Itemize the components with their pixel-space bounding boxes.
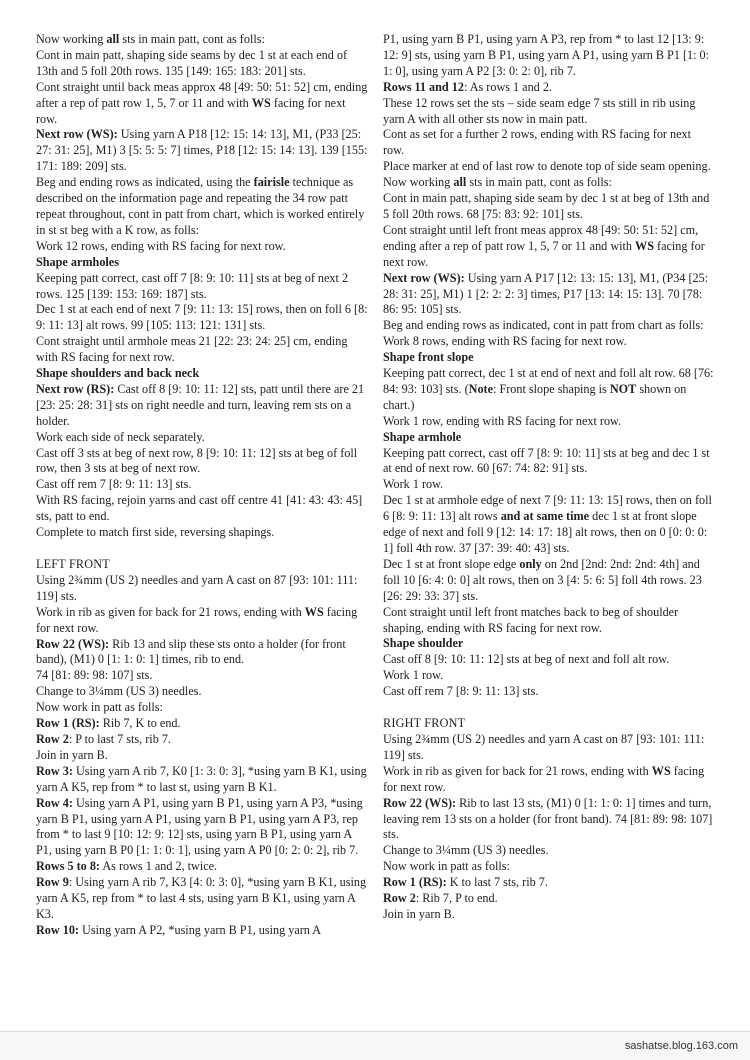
bold-run: Row 4: — [36, 795, 73, 810]
text-run: 74 [81: 89: 98: 107] sts. — [36, 668, 153, 683]
text-run: Cont straight until left front meas approx 48 [49: 50: 51: 52] cm, ending after a rep of patt row 1, 5, 7 or 11 and with — [383, 222, 699, 253]
bold-run: Shape shoulders and back neck — [36, 366, 200, 381]
text-run: Beg and ending rows as indicated, using the — [36, 175, 254, 190]
text-run: dec 1 st at front slope edge of next and foll 9 [12: 14: 17: 18] alt rows, then on 0 [0: 0: 0: 1] foll 4th row. 37 [37: 39: 40: 43] sts. — [383, 509, 708, 555]
section-gap — [36, 541, 368, 557]
bold-run: Row 2 — [36, 731, 69, 746]
footer-bar — [0, 1031, 750, 1060]
instruction-paragraph — [36, 573, 368, 605]
text-run: With RS facing, rejoin yarns and cast off centre 41 [41: 43: 43: 45] sts, patt to end. — [36, 493, 363, 524]
instruction-paragraph — [383, 175, 715, 191]
bold-run: and at same time — [500, 509, 590, 524]
text-run: Work in rib as given for back for 21 rows, ending with — [36, 604, 305, 619]
instruction-paragraph — [36, 875, 368, 923]
instruction-paragraph — [36, 32, 368, 48]
bold-run: all — [106, 32, 120, 46]
text-run: Now working — [383, 175, 454, 190]
text-run: Cont as set for a further 2 rows, ending with RS facing for next row. — [383, 127, 692, 158]
instruction-paragraph — [36, 48, 368, 80]
section-heading — [36, 366, 368, 382]
bold-run: Row 1 (RS): — [36, 716, 100, 731]
text-run: Rib 7, K to end. — [99, 716, 181, 731]
text-run: Using yarn A P18 [12: 15: 14: 13], M1, (P33 [25: 27: 31: 25], M1) 3 [5: 5: 5: 7] times, P18 [12: 15: 14: 13]. 139 [155: 171: 189: 209] sts. — [36, 127, 368, 174]
text-run: Now work in patt as folls: — [383, 859, 510, 874]
text-run: Beg and ending rows as indicated, cont in patt from chart as folls: — [383, 318, 704, 333]
text-run: technique as described on the information page and repeating the 34 row patt repeat throughout, cont in patt from chart, which is worked entirely in st st beg with a K row, as folls: — [36, 175, 365, 237]
instruction-paragraph — [36, 605, 368, 637]
text-run: As rows 1 and 2, twice. — [99, 859, 218, 874]
text-run: Place marker at end of last row to denote top of side seam opening. — [383, 159, 711, 174]
text-run: Using yarn A P1, using yarn B P1, using yarn A P3, *using yarn B P1, using yarn A P1, using yarn B P1, using yarn A P3, rep from * to last 9 [10: 12: 9: 12] sts, using yarn B P1, using yarn A P1, using yarn B P0 [1: 1: 0: 1], using yarn A P0 [0: 2: 0: 2], rib 7. — [36, 795, 363, 858]
right-text-column — [383, 32, 715, 923]
instruction-paragraph — [36, 493, 368, 525]
text-run: : Using yarn A rib 7, K3 [4: 0: 3: 0], *using yarn B K1, using yarn A K5, rep from * to last 4 sts, using yarn B K1, using yarn A K3. — [36, 875, 367, 921]
bold-run: Row 1 (RS): — [383, 875, 447, 890]
blog-watermark: sashatse.blog.163.com — [624, 1040, 738, 1052]
text-run: RIGHT FRONT — [383, 716, 466, 731]
bold-run: Shape armhole — [383, 429, 462, 444]
instruction-paragraph — [383, 271, 715, 319]
text-run: sts in main patt, cont as folls: — [119, 32, 265, 46]
text-run: Cast off rem 7 [8: 9: 11: 13] sts. — [36, 477, 192, 492]
text-run: : As rows 1 and 2. — [463, 79, 552, 94]
text-run: Cast off 8 [9: 10: 11: 12] sts at beg of next and foll alt row. — [383, 652, 670, 667]
instruction-paragraph — [383, 366, 715, 414]
text-run: Now working — [36, 32, 107, 46]
text-run: Cast off rem 7 [8: 9: 11: 13] sts. — [383, 684, 539, 699]
instruction-paragraph — [383, 318, 715, 334]
instruction-paragraph — [383, 446, 715, 478]
text-run: facing for next row. — [36, 604, 358, 635]
text-run: LEFT FRONT — [36, 557, 110, 571]
text-run: : Front slope shaping is — [493, 381, 610, 396]
text-run: : Rib 7, P to end. — [415, 891, 498, 906]
section-title — [383, 716, 715, 732]
instruction-paragraph — [383, 684, 715, 700]
text-run: Cast off 3 sts at beg of next row, 8 [9: 10: 11: 12] sts at beg of foll row, then 3 sts at beg of next row. — [36, 445, 358, 476]
text-run: Work 1 row, ending with RS facing for next row. — [383, 413, 622, 428]
text-run: Cont straight until armhole meas 21 [22: 23: 24: 25] cm, ending with RS facing for next row. — [36, 334, 348, 365]
instruction-paragraph — [383, 96, 715, 128]
text-run: Change to 3¼mm (US 3) needles. — [36, 684, 202, 699]
text-run: Work 1 row. — [383, 668, 444, 683]
text-run: Dec 1 st at each end of next 7 [9: 11: 13: 15] rows, then on foll 6 [8: 9: 11: 13] alt rows. 99 [105: 113: 121: 131] sts. — [36, 302, 368, 333]
text-run: Dec 1 st at armhole edge of next 7 [9: 11: 13: 15] rows, then on foll 6 [8: 9: 11: 13] alt rows — [383, 493, 712, 524]
instruction-paragraph — [383, 668, 715, 684]
text-run: Work 12 rows, ending with RS facing for next row. — [36, 238, 286, 253]
text-run: Dec 1 st at front slope edge — [383, 556, 520, 571]
text-run: Rib to last 13 sts, (M1) 0 [1: 1: 0: 1] times and turn, leaving rem 13 sts on a holder (for front band). 74 [81: 89: 98: 107] sts. — [383, 795, 713, 842]
instruction-paragraph — [383, 414, 715, 430]
text-run: shown on chart.) — [383, 381, 687, 412]
instruction-paragraph — [383, 127, 715, 159]
instruction-paragraph — [36, 732, 368, 748]
instruction-paragraph — [36, 859, 368, 875]
instruction-paragraph — [383, 875, 715, 891]
bold-run: WS — [251, 95, 271, 110]
bold-run: WS — [651, 763, 671, 778]
instruction-paragraph — [383, 732, 715, 764]
bold-run: Next row (RS): — [36, 381, 115, 396]
instruction-paragraph — [383, 843, 715, 859]
text-run: : P to last 7 sts, rib 7. — [68, 731, 171, 746]
text-run: Cont in main patt, shaping side seams by dec 1 st at each end of 13th and 5 foll 20th rows. 135 [149: 165: 183: 201] sts. — [36, 47, 348, 78]
text-run: Join in yarn B. — [383, 906, 455, 921]
instruction-paragraph — [36, 684, 368, 700]
section-heading — [383, 636, 715, 652]
text-run: Using yarn A P17 [12: 13: 15: 13], M1, (P34 [25: 28: 31: 25], M1) 1 [2: 2: 2: 3] times, P17 [13: 14: 15: 13]. 70 [78: 86: 95: 105] sts. — [383, 270, 709, 317]
text-run: Work 1 row. — [383, 477, 444, 492]
instruction-paragraph — [36, 80, 368, 128]
text-run: Work in rib as given for back for 21 rows, ending with — [383, 763, 652, 778]
bold-run: Row 22 (WS): — [36, 636, 110, 651]
instruction-paragraph — [383, 859, 715, 875]
bold-run: Shape front slope — [383, 350, 474, 365]
section-heading — [383, 430, 715, 446]
bold-run: all — [453, 175, 467, 190]
bold-run: WS — [635, 238, 654, 253]
bold-run: Next row (WS): — [36, 127, 118, 142]
instruction-paragraph — [383, 159, 715, 175]
bold-run: Rows 11 and 12 — [383, 79, 464, 94]
bold-run: Note — [468, 381, 494, 396]
bold-run: Shape armholes — [36, 254, 119, 269]
instruction-paragraph — [383, 493, 715, 557]
instruction-paragraph — [36, 446, 368, 478]
instruction-paragraph — [383, 891, 715, 907]
instruction-paragraph — [36, 796, 368, 860]
bold-run: fairisle — [253, 175, 290, 190]
text-run: Now work in patt as folls: — [36, 700, 163, 715]
text-run: facing for next row. — [36, 95, 346, 126]
section-title — [36, 557, 368, 573]
instruction-paragraph — [36, 430, 368, 446]
text-run: Using 2¾mm (US 2) needles and yarn A cast on 87 [93: 101: 111: 119] sts. — [36, 572, 358, 603]
instruction-paragraph — [383, 605, 715, 637]
instruction-paragraph — [383, 764, 715, 796]
section-heading — [36, 255, 368, 271]
instruction-paragraph — [383, 652, 715, 668]
bold-run: Row 10: — [36, 922, 79, 937]
text-run: Rib 13 and slip these sts onto a holder (for front band), (M1) 0 [1: 1: 0: 1] times, rib to end. — [36, 636, 346, 667]
instruction-paragraph — [36, 716, 368, 732]
instruction-paragraph — [36, 668, 368, 684]
instruction-paragraph — [36, 764, 368, 796]
text-run: Cont straight until back meas approx 48 [49: 50: 51: 52] cm, ending after a rep of patt row 1, 5, 7 or 11 and with — [36, 79, 368, 110]
bold-run: NOT — [609, 381, 637, 396]
text-run: facing for next row. — [383, 238, 705, 269]
bold-run: Row 3: — [36, 763, 73, 778]
instruction-paragraph — [36, 239, 368, 255]
bold-run: only — [519, 556, 542, 571]
text-run: Work each side of neck separately. — [36, 429, 205, 444]
instruction-paragraph — [36, 302, 368, 334]
instruction-paragraph — [36, 382, 368, 430]
text-run: Using 2¾mm (US 2) needles and yarn A cast on 87 [93: 101: 111: 119] sts. — [383, 731, 705, 762]
text-run: Keeping patt correct, cast off 7 [8: 9: 10: 11] sts at beg of next 2 rows. 125 [139: 153: 169: 187] sts. — [36, 270, 349, 301]
instruction-paragraph — [36, 334, 368, 366]
instruction-paragraph — [36, 748, 368, 764]
text-run: Using yarn A P2, *using yarn B P1, using yarn A — [79, 922, 322, 937]
instruction-paragraph — [36, 175, 368, 239]
bold-run: WS — [304, 604, 324, 619]
bold-run: Row 22 (WS): — [383, 795, 457, 810]
text-run: Work 8 rows, ending with RS facing for next row. — [383, 334, 627, 349]
text-run: sts in main patt, cont as folls: — [466, 175, 612, 190]
left-text-column — [36, 32, 368, 939]
instruction-paragraph — [36, 700, 368, 716]
instruction-paragraph — [36, 525, 368, 541]
text-run: Cast off 8 [9: 10: 11: 12] sts, patt until there are 21 [23: 25: 28: 31] sts on right needle and turn, leaving rem sts on a holder. — [36, 381, 365, 428]
text-run: facing for next row. — [383, 763, 705, 794]
bold-run: Shape shoulder — [383, 636, 464, 651]
text-run: Change to 3¼mm (US 3) needles. — [383, 843, 549, 858]
instruction-paragraph — [36, 127, 368, 175]
bold-run: Next row (WS): — [383, 270, 465, 285]
instruction-paragraph — [383, 477, 715, 493]
text-run: on 2nd [2nd: 2nd: 2nd: 4th] and foll 10 [6: 4: 0: 0] alt rows, then on 3 [4: 5: 6: 5] foll 4th rows. 23 [26: 29: 33: 37] sts. — [383, 556, 702, 603]
bold-run: Row 9 — [36, 875, 69, 890]
bold-run: Row 2 — [383, 891, 416, 906]
instruction-paragraph — [36, 637, 368, 669]
instruction-paragraph — [383, 80, 715, 96]
text-run: P1, using yarn B P1, using yarn A P3, rep from * to last 12 [13: 9: 12: 9] sts, using yarn B P1, using yarn A P1, using yarn B P1 [1: 0: 1: 0], using yarn A P2 [3: 0: 2: 0], rib 7. — [383, 32, 710, 78]
text-run: Cont straight until left front matches back to beg of shoulder shaping, ending with RS facing for next row. — [383, 604, 679, 635]
instruction-paragraph — [383, 557, 715, 605]
text-run: Join in yarn B. — [36, 747, 108, 762]
text-run: Complete to match first side, reversing shapings. — [36, 525, 275, 540]
bold-run: Rows 5 to 8: — [36, 859, 100, 874]
instruction-paragraph — [383, 796, 715, 844]
instruction-paragraph — [383, 191, 715, 223]
text-run: Keeping patt correct, cast off 7 [8: 9: 10: 11] sts at beg and dec 1 st at end of next row. 60 [67: 74: 82: 91] sts. — [383, 445, 710, 476]
instruction-paragraph — [36, 923, 368, 939]
instruction-paragraph — [383, 32, 715, 80]
text-run: Using yarn A rib 7, K0 [1: 3: 0: 3], *using yarn B K1, using yarn A K5, rep from * to last st, using yarn B K1. — [36, 763, 367, 794]
section-gap — [383, 700, 715, 716]
text-run: These 12 rows set the sts – side seam edge 7 sts still in rib using yarn A with all other sts now in main patt. — [383, 95, 696, 126]
text-run: K to last 7 sts, rib 7. — [446, 875, 548, 890]
instruction-paragraph — [383, 907, 715, 923]
section-heading — [383, 350, 715, 366]
instruction-paragraph — [36, 271, 368, 303]
instruction-paragraph — [383, 334, 715, 350]
text-run: Cont in main patt, shaping side seam by dec 1 st at beg of 13th and 5 foll 20th rows. 68 [75: 83: 92: 101] sts. — [383, 191, 710, 221]
instruction-paragraph — [383, 223, 715, 271]
text-run: Keeping patt correct, dec 1 st at end of next and foll alt row. 68 [76: 84: 93: 103] sts. ( — [383, 366, 714, 396]
instruction-paragraph — [36, 477, 368, 493]
